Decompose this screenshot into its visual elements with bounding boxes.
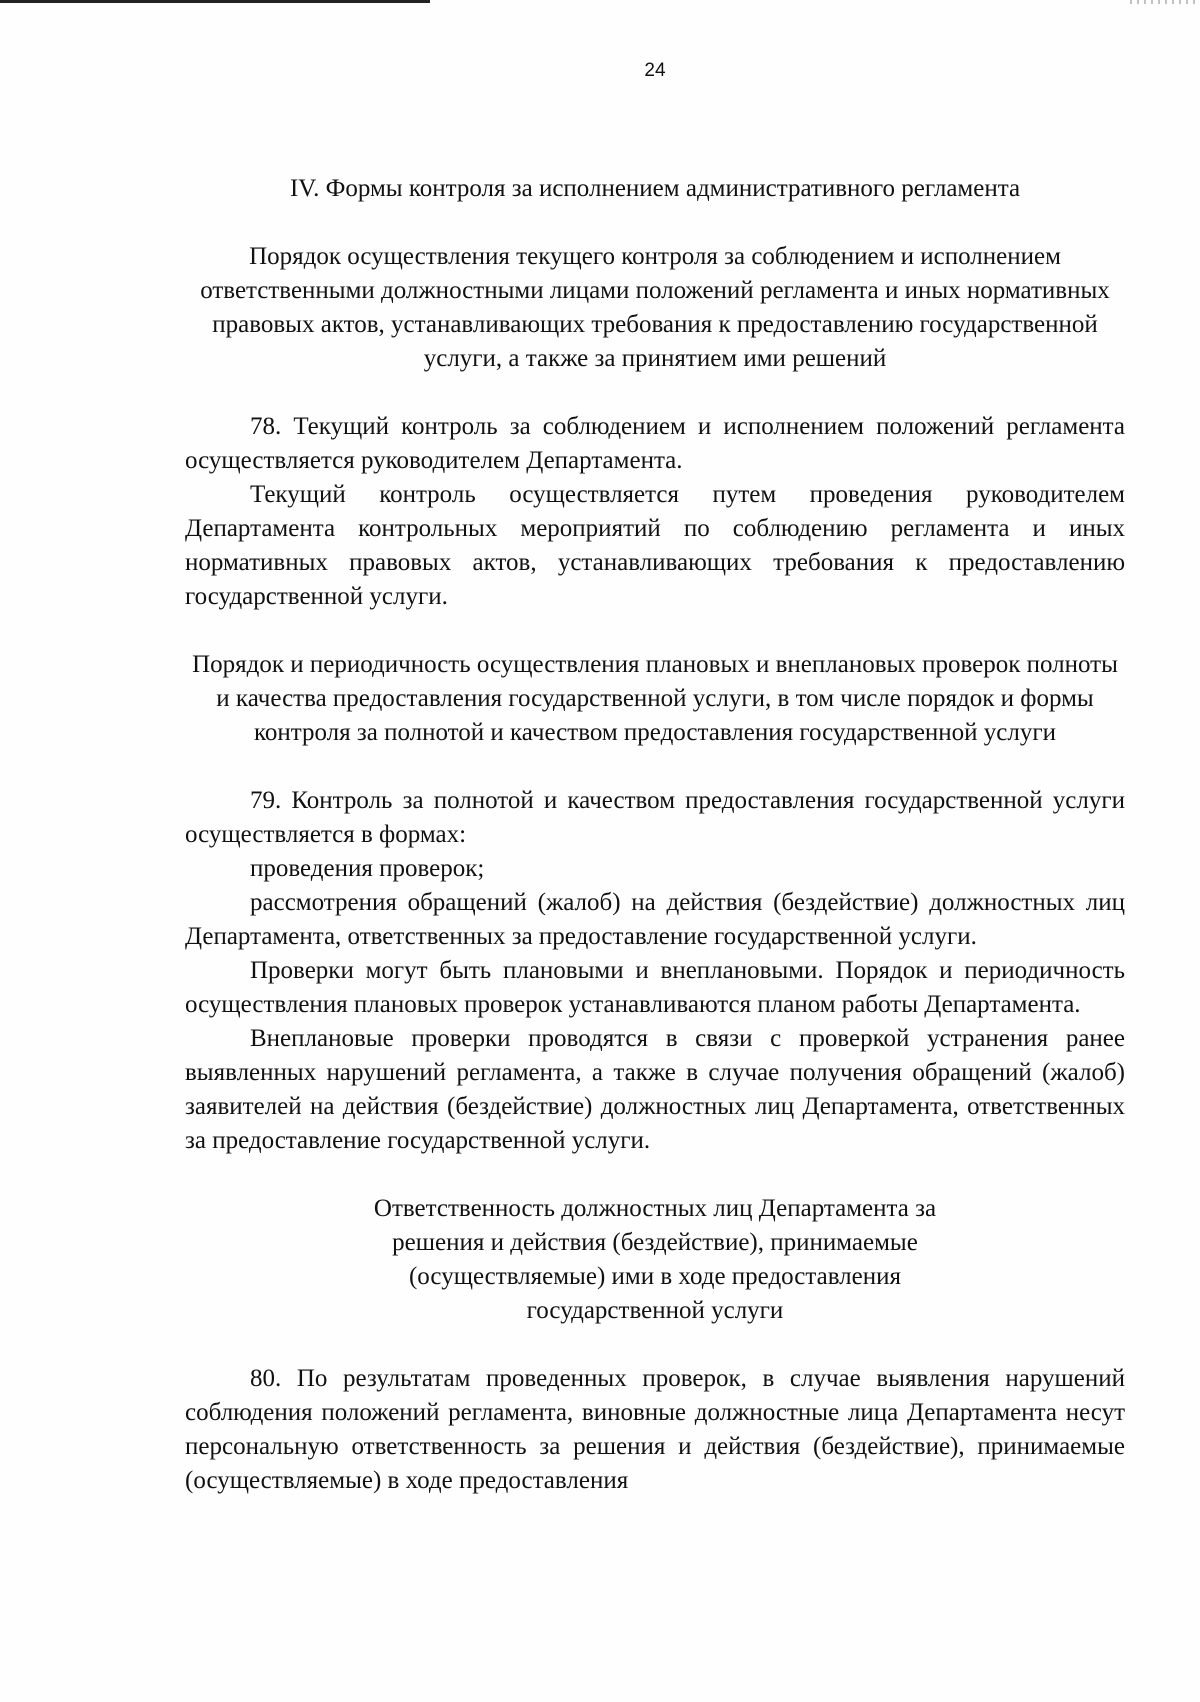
spacer xyxy=(185,1158,1125,1192)
paragraph-80: 80. По результатам проведенных проверок, в случае выявления нарушений соблюдения положений регламента, виновные должностные лица Департамента несут персональную ответственность за решения и действия (бездействие), принимаемые (осуществляемые) в ходе предоставления xyxy=(185,1365,1125,1494)
scan-specks-mark xyxy=(1130,0,1200,4)
document-body xyxy=(185,172,1125,1498)
paragraph-79: 79. Контроль за полнотой и качеством предоставления государственной услуги осуществляется в формах: xyxy=(185,787,1125,848)
paragraph-79-item-2: рассмотрения обращений (жалоб) на действия (бездействие) должностных лиц Департамента, ответственных за предоставление государственной услуги. xyxy=(185,889,1125,950)
paragraph-79-item-1: проведения проверок; xyxy=(250,855,485,882)
block2-heading: Порядок и периодичность осуществления плановых и внеплановых проверок полноты и качества предоставления государственной услуги, в том числе порядок и формы контроля за полнотой и качеством предоставления государственной услуги xyxy=(192,651,1118,746)
paragraph-78: 78. Текущий контроль за соблюдением и исполнением положений регламента осуществляется руководителем Департамента. xyxy=(185,413,1125,474)
paragraph-79-checks: Проверки могут быть плановыми и внеплановыми. Порядок и периодичность осуществления плановых проверок устанавливаются планом работы Департамента. xyxy=(185,957,1125,1018)
spacer xyxy=(185,614,1125,648)
block3-heading: Ответственность должностных лиц Департамента за решения и действия (бездействие), принимаемые (осуществляемые) ими в ходе предоставления государственной услуги xyxy=(373,1195,937,1324)
section-title: IV. Формы контроля за исполнением административного регламента xyxy=(289,175,1021,202)
page-number: 24 xyxy=(644,60,666,81)
paragraph-78-cont: Текущий контроль осуществляется путем проведения руководителем Департамента контрольных мероприятий по соблюдению регламента и иных нормативных правовых актов, устанавливающих требования к предоставлению государственной услуги. xyxy=(185,481,1125,610)
block1-heading: Порядок осуществления текущего контроля за соблюдением и исполнением ответственными должностными лицами положений регламента и иных нормативных правовых актов, устанавливающих требования к предоставлению государственной услуги, а также за принятием ими решений xyxy=(200,243,1110,372)
paragraph-79-unplanned: Внеплановые проверки проводятся в связи с проверкой устранения ранее выявленных нарушений регламента, а также в случае получения обращений (жалоб) заявителей на действия (бездействие) должностных лиц Департамента, ответственных за предоставление государственной услуги. xyxy=(185,1025,1125,1154)
scan-edge-mark xyxy=(0,0,430,3)
